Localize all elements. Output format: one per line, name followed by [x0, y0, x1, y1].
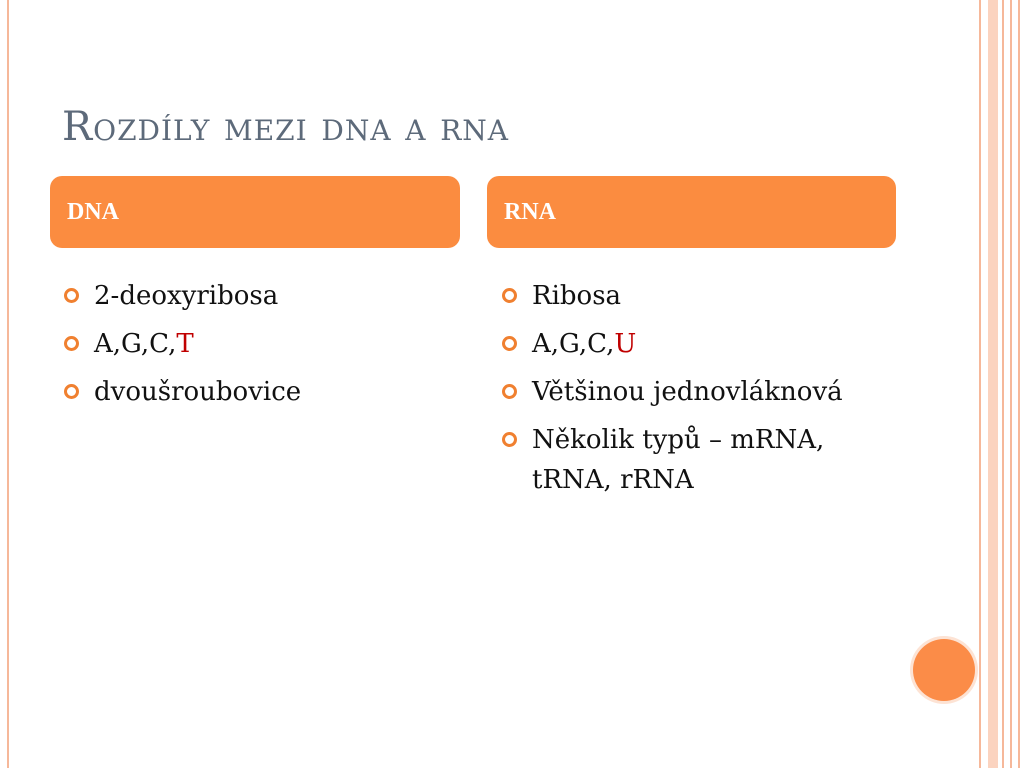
list-item: [500, 276, 900, 316]
list-item-text: dvoušroubovice: [94, 377, 302, 407]
ring-bullet-icon: [502, 336, 517, 351]
ring-bullet-icon: [64, 288, 79, 303]
frame-line-right-3: [1010, 0, 1012, 768]
list-item-text: A,G,C,: [94, 329, 177, 359]
list-item: [500, 372, 900, 412]
ring-bullet-icon: [502, 432, 517, 447]
base-highlight: T: [176, 329, 194, 359]
ring-bullet-icon: [64, 336, 79, 351]
ring-bullet-icon: [64, 384, 79, 399]
base-highlight: U: [614, 329, 637, 359]
list-item: [62, 276, 462, 316]
list-item: [62, 372, 462, 412]
frame-line-right-2: [1002, 0, 1004, 768]
list-item-text: A,G,C,: [532, 329, 615, 359]
dna-header-label: DNA: [67, 198, 119, 225]
list-item-text: Většinou jednovláknová: [532, 377, 843, 407]
list-item: [500, 324, 900, 364]
rna-header-label: RNA: [504, 198, 556, 225]
list-item-text: Několik typů – mRNA, tRNA, rRNA: [532, 425, 825, 495]
list-item-text: 2-deoxyribosa: [94, 281, 279, 311]
frame-band-right: [988, 0, 998, 768]
dna-column-header: [50, 176, 460, 248]
slide-title: Rozdíly mezi dna a rna: [62, 104, 510, 150]
frame-line-left: [7, 0, 9, 768]
list-item: [62, 324, 462, 364]
frame-line-right-1: [979, 0, 981, 768]
rna-column-header: [487, 176, 896, 248]
circle-decoration-icon: [913, 639, 975, 701]
dna-bullet-list: [62, 276, 462, 420]
ring-bullet-icon: [502, 384, 517, 399]
frame-line-right-4: [1018, 0, 1020, 768]
rna-bullet-list: [500, 276, 900, 508]
list-item: [500, 420, 900, 500]
list-item-text: Ribosa: [532, 281, 622, 311]
ring-bullet-icon: [502, 288, 517, 303]
